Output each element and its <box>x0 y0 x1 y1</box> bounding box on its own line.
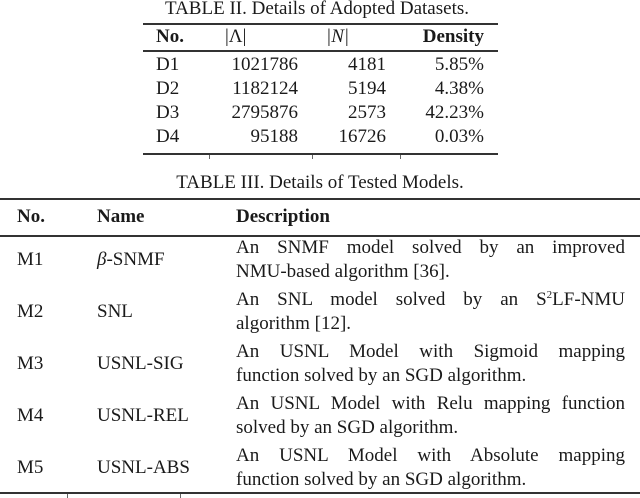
cell-n: 2573 <box>348 102 386 123</box>
cell-density: 5.85% <box>434 54 484 75</box>
table2-caption: TABLE II. Details of Adopted Datasets. <box>165 0 469 19</box>
beta-symbol: β <box>97 249 107 270</box>
cell-name: USNL-ABS <box>97 457 190 478</box>
column-tick <box>400 155 401 159</box>
table-row <box>143 77 498 101</box>
cell-description <box>236 340 625 388</box>
cell-density: 4.38% <box>434 78 484 99</box>
cell-lambda: 2795876 <box>231 102 298 123</box>
bottom-rule <box>143 153 498 155</box>
header-no: No. <box>156 26 184 47</box>
cell-no: D4 <box>156 126 180 147</box>
desc-text: An SNL model solved by an S <box>236 289 547 310</box>
table-row <box>0 392 640 440</box>
cell-lambda: 1182124 <box>232 78 298 99</box>
cell-name: SNL <box>97 301 133 322</box>
superscript: 2 <box>546 289 553 301</box>
desc-line: An SNMF model solved by an improved <box>236 237 625 258</box>
table-row <box>0 340 640 388</box>
column-tick <box>67 494 68 498</box>
header-density: Density <box>422 26 484 47</box>
desc-line: function solved by an SGD algorithm. <box>236 365 527 386</box>
cell-description <box>236 444 625 492</box>
cell-n: 16726 <box>338 126 386 147</box>
column-tick <box>209 155 210 159</box>
cell-name <box>97 248 165 272</box>
header-rule <box>143 50 498 52</box>
table-row <box>0 444 640 492</box>
column-tick <box>180 494 181 498</box>
cell-no: D1 <box>156 54 180 75</box>
table-row <box>143 101 498 125</box>
cell-lambda: 1021786 <box>231 54 298 75</box>
cell-no: M4 <box>17 405 44 426</box>
cell-description <box>236 236 625 284</box>
bottom-rule <box>0 492 640 494</box>
desc-line: An USNL Model with Sigmoid mapping <box>236 341 625 362</box>
desc-line <box>236 288 625 312</box>
cell-n: 4181 <box>348 54 386 75</box>
desc-text: LF-NMU <box>552 289 625 310</box>
desc-line: algorithm [12]. <box>236 313 352 334</box>
cell-no: D3 <box>156 102 180 123</box>
header-description: Description <box>236 206 330 227</box>
header-no: No. <box>17 206 45 227</box>
name-text: -SNMF <box>106 249 165 270</box>
cell-name: USNL-SIG <box>97 353 184 374</box>
table-row <box>0 288 640 336</box>
cell-n: 5194 <box>348 78 386 99</box>
header-lambda: |Λ| <box>225 26 247 47</box>
table-row <box>143 53 498 77</box>
desc-line: An USNL Model with Relu mapping function <box>236 393 625 414</box>
table-row <box>0 236 640 284</box>
cell-name: USNL-REL <box>97 405 189 426</box>
table-row <box>143 125 498 149</box>
desc-line: NMU-based algorithm [36]. <box>236 261 450 282</box>
cell-no: M3 <box>17 353 44 374</box>
desc-line: function solved by an SGD algorithm. <box>236 469 527 490</box>
cell-density: 0.03% <box>434 126 484 147</box>
desc-line: solved by an SGD algorithm. <box>236 417 459 438</box>
cell-lambda: 95188 <box>250 126 298 147</box>
header-n: |N| <box>326 26 350 47</box>
cell-description <box>236 288 625 336</box>
cell-no: M2 <box>17 301 44 322</box>
cell-no: M1 <box>17 249 44 270</box>
cell-no: M5 <box>17 457 44 478</box>
cell-description <box>236 392 625 440</box>
desc-line: An USNL Model with Absolute mapping <box>236 445 625 466</box>
header-name: Name <box>97 206 145 227</box>
column-tick <box>312 155 313 159</box>
cell-density: 42.23% <box>425 102 484 123</box>
table3-caption: TABLE III. Details of Tested Models. <box>176 172 464 193</box>
cell-no: D2 <box>156 78 180 99</box>
table-header <box>143 25 498 49</box>
